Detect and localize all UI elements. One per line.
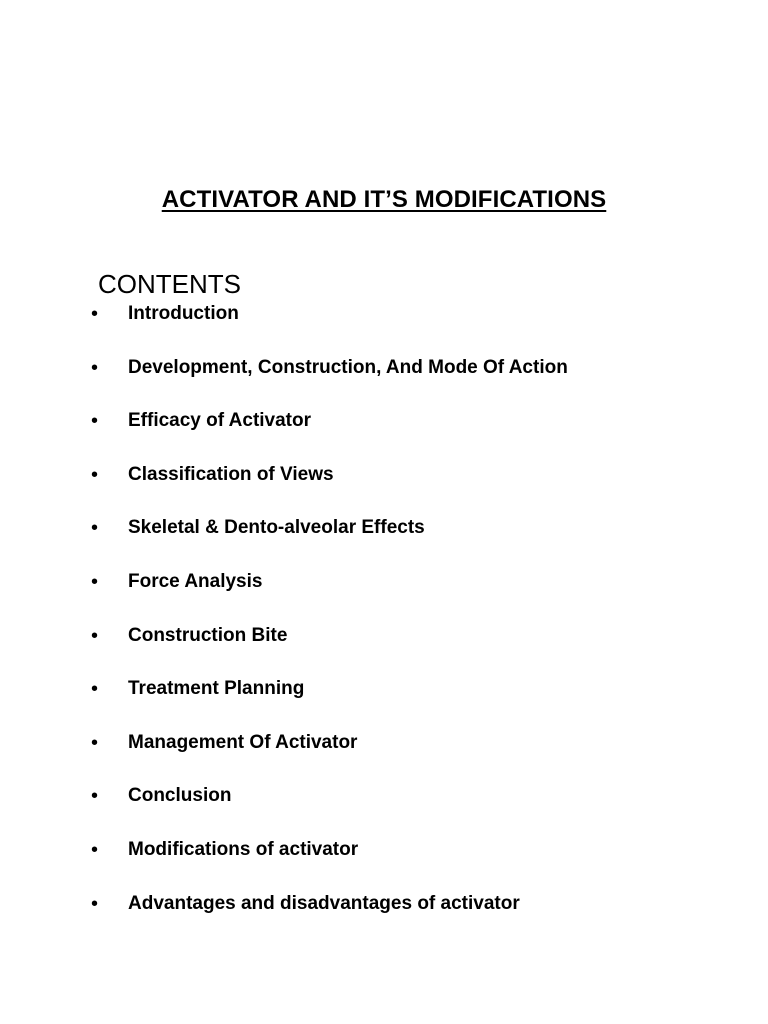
bullet-icon: • — [91, 517, 99, 540]
page-title-text: ACTIVATOR AND IT’S MODIFICATIONS — [161, 186, 607, 213]
list-item — [0, 300, 768, 354]
list-item-label: Modifications of activator — [128, 838, 359, 860]
contents-heading: CONTENTS — [98, 269, 241, 299]
list-item — [0, 890, 768, 944]
list-item-label: Construction Bite — [128, 624, 288, 646]
list-item — [0, 461, 768, 515]
list-item-label: Classification of Views — [128, 463, 334, 485]
list-item-label: Management Of Activator — [128, 731, 358, 753]
list-item-label: Efficacy of Activator — [128, 410, 312, 432]
list-item — [0, 407, 768, 461]
bullet-icon: • — [91, 356, 99, 379]
bullet-icon: • — [91, 624, 99, 647]
list-item — [0, 354, 768, 408]
list-item — [0, 568, 768, 622]
list-item — [0, 514, 768, 568]
list-item — [0, 729, 768, 783]
list-item — [0, 675, 768, 729]
bullet-icon: • — [91, 570, 99, 593]
list-item — [0, 782, 768, 836]
bullet-icon: • — [91, 731, 99, 754]
list-item-label: Skeletal & Dento-alveolar Effects — [128, 517, 425, 539]
bullet-icon: • — [91, 678, 99, 701]
list-item-label: Introduction — [128, 303, 239, 324]
list-item — [0, 622, 768, 676]
bullet-icon: • — [91, 410, 99, 433]
bullet-icon: • — [91, 838, 99, 861]
bullet-icon: • — [91, 892, 99, 915]
bullet-icon: • — [91, 303, 99, 325]
bullet-icon: • — [91, 463, 99, 486]
contents-list — [0, 300, 768, 943]
list-item-label: Advantages and disadvantages of activator — [128, 892, 520, 914]
list-item-label: Treatment Planning — [128, 678, 305, 700]
list-item-label: Conclusion — [128, 785, 232, 807]
bullet-icon: • — [91, 785, 99, 808]
list-item-label: Development, Construction, And Mode Of Action — [128, 356, 568, 378]
list-item-label: Force Analysis — [128, 570, 263, 592]
page-title — [0, 184, 768, 216]
list-item — [0, 836, 768, 890]
